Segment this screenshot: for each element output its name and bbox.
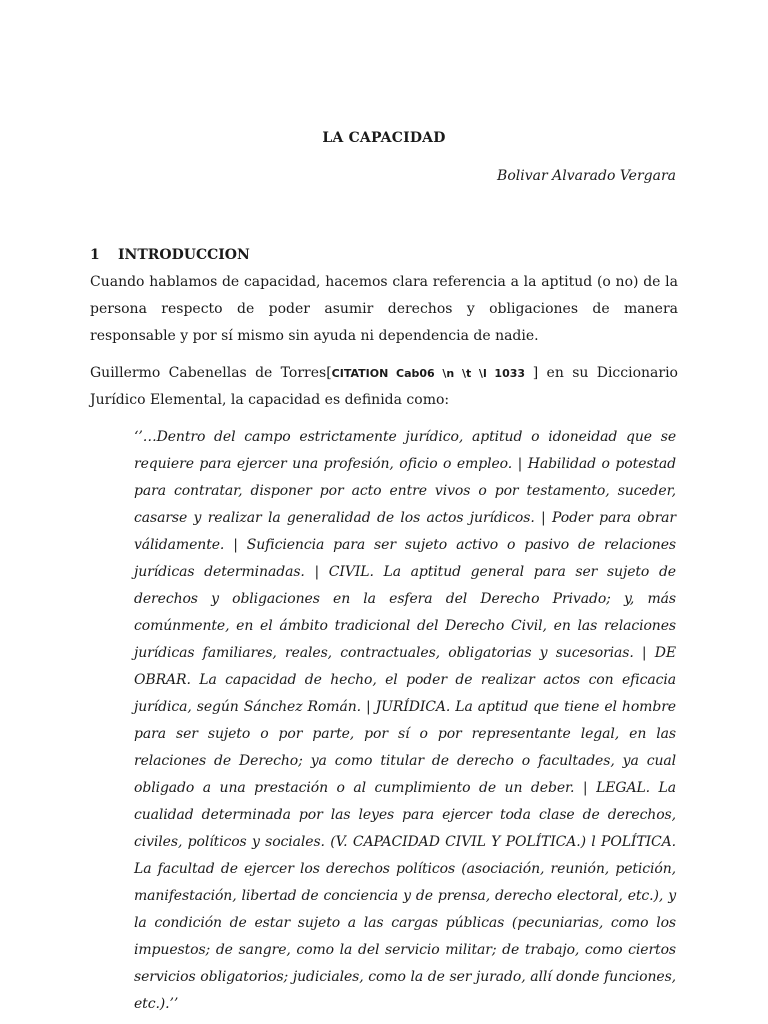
- document-title: LA CAPACIDAD: [322, 130, 446, 146]
- section-number: 1: [90, 247, 100, 263]
- citation-paragraph: [90, 360, 678, 414]
- section-title: INTRODUCCION: [118, 247, 250, 263]
- intro-paragraph: Cuando hablamos de capacidad, hacemos clara referencia a la aptitud (o no) de la persona respecto de poder asumir derechos y obligaciones de manera responsable y por sí mismo sin ayuda ni dependencia de nadie.: [90, 274, 678, 344]
- section-heading: [90, 247, 250, 263]
- author-name: Bolivar Alvarado Vergara: [497, 168, 676, 184]
- definition-quote: ‘’…Dentro del campo estrictamente jurídico, aptitud o idoneidad que se requiere para ejercer una profesión, oficio o empleo. | Habilidad o potestad para contratar, disponer por acto entre vivos o por testamento, suceder, casarse y realizar la generalidad de los actos jurídicos. | Poder para obrar válidamente. | Suficiencia para ser sujeto activo o pasivo de relaciones jurídicas determinadas. | CIVIL. La aptitud general para ser sujeto de derechos y obligaciones en la esfera del Derecho Privado; y, más comúnmente, en el ámbito tradicional del Derecho Civil, en las relaciones jurídicas familiares, reales, contractuales, obligatorias y sucesorias. | DE OBRAR. La capacidad de hecho, el poder de realizar actos con eficacia jurídica, según Sánchez Román. | JURÍDICA. La aptitud que tiene el hombre para ser sujeto o por parte, por sí o por representante legal, en las relaciones de Derecho; ya como titular de derecho o facultades, ya cual obligado a una prestación o al cumplimiento de un deber. | LEGAL. La cualidad determinada por las leyes para ejercer toda clase de derechos, civiles, políticos y sociales. (V. CAPACIDAD CIVIL Y POLÍTICA.) l POLÍTICA. La facultad de ejercer los derechos políticos (asociación, reunión, petición, manifestación, libertad de conciencia y de prensa, derecho electoral, etc.), y la condición de estar sujeto a las cargas públicas (pecuniarias, como los impuestos; de sangre, como la del servicio militar; de trabajo, como ciertos servicios obligatorios; judiciales, como la de ser jurado, allí donde funciones, etc.).’’: [134, 429, 676, 1012]
- citation-paragraph-tail: ] en su Diccionario Jurídico Elemental, la capacidad es definida como:: [90, 365, 678, 408]
- citation-field: CITATION Cab06 \n \t \l 1033: [331, 367, 533, 380]
- citation-paragraph-lead: Guillermo Cabenellas de Torres[: [90, 365, 332, 381]
